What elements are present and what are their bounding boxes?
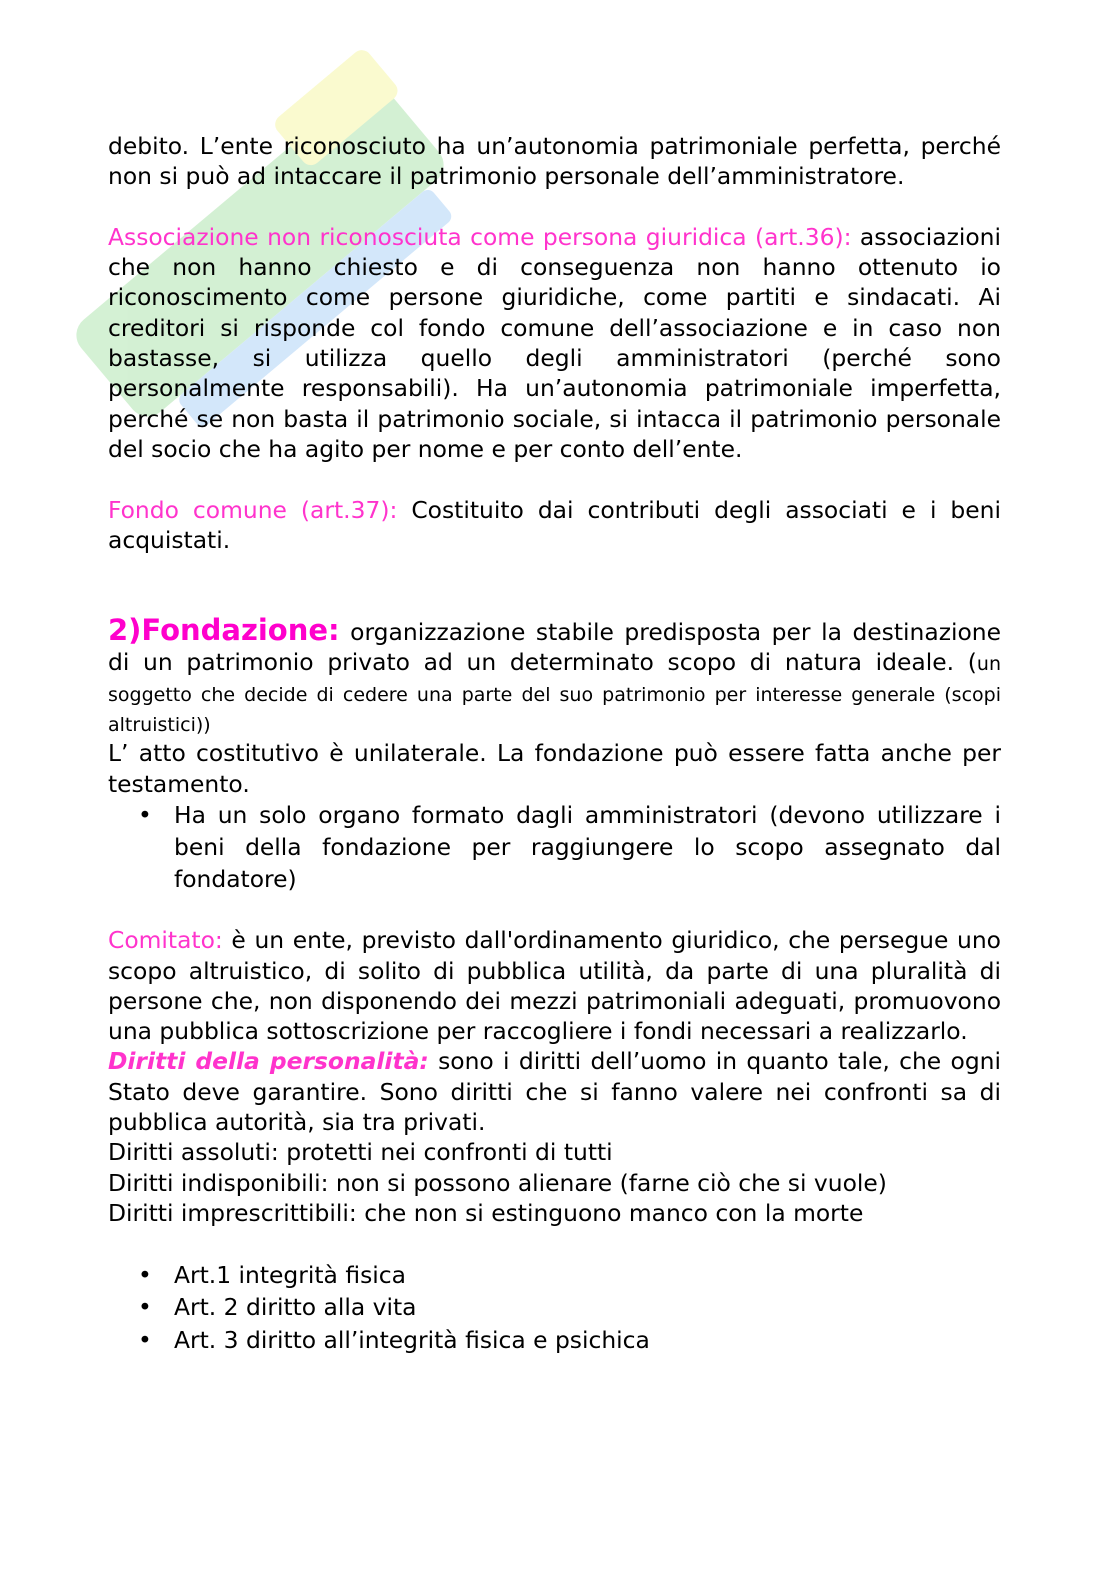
bullet-icon: • [138,1293,152,1321]
bullet-icon: • [138,800,152,829]
list-item: • Ha un solo organo formato dagli amministratori (devono utilizzare i beni della fondazione per raggiungere lo scopo assegnato dal fondatore) [138,800,1001,893]
line-diritti-imprescrittibili: Diritti imprescrittibili: che non si estinguono manco con la morte [108,1198,864,1227]
term-fondo-comune: Fondo comune (art.37): [108,495,398,524]
line-diritti-assoluti: Diritti assoluti: protetti nei confronti di tutti [108,1138,613,1167]
bullet-icon: • [138,1260,152,1289]
paragraph-fondo-comune: Fondo comune (art.37): Costituito dai contributi degli associati e i beni acquistati. [108,495,1001,554]
paragraph-atto-costitutivo: L’ atto costitutivo è unilaterale. La fondazione può essere fatta anche per testamento. [108,739,1001,798]
bullet-icon: • [138,1325,152,1354]
term-associazione-non-riconosciuta: Associazione non riconosciuta come persona giuridica (art.36): [108,222,852,251]
line-diritti-indisponibili: Diritti indisponibili: non si possono alienare (farne ciò che si vuole) [108,1168,887,1197]
list-item: • Art.1 integrità fisica [108,1259,1001,1292]
bullet-list-fondazione [108,799,1001,895]
document-page [108,131,1001,1356]
paragraph-comitato: Comitato: è un ente, previsto dall'ordinamento giuridico, che persegue uno scopo altruistico, di solito di pubblica utilità, da parte di una pluralità di persone che, non disponendo dei mezzi patrimoniali adeguati, promuovono una pubblica sottoscrizione per raccogliere i fondi necessari a realizzarlo. [108,926,1001,1046]
list-item: • Art. 3 diritto all’integrità fisica e psichica [108,1324,1001,1357]
bullet-list-articoli [108,1259,1001,1357]
paragraph-fondazione: 2)Fondazione: organizzazione stabile predisposta per la destinazione di un patrimonio privato ad un determinato scopo di natura ideale. (un soggetto che decide di cedere una parte del suo patrimonio per interesse generale (scopi altruistici)) [108,613,1001,737]
list-item: • Art. 2 diritto alla vita [108,1291,1001,1324]
paragraph-diritti-personalita: Diritti della personalità: sono i diritti dell’uomo in quanto tale, che ogni Stato deve garantire. Sono diritti che si fanno valere nei confronti sa di pubblica autorità, sia tra privati. [108,1047,1001,1137]
paragraph-ente-riconosciuto: debito. L’ente riconosciuto ha un’autonomia patrimoniale perfetta, perché non si può ad intaccare il patrimonio personale dell’amministratore. [108,132,1001,191]
term-comitato: Comitato: [108,926,223,955]
term-diritti-personalita: Diritti della personalità: [108,1047,429,1076]
heading-fondazione: 2)Fondazione: [108,613,340,648]
paragraph-associazione-non-riconosciuta: Associazione non riconosciuta come persona giuridica (art.36): associazioni che non hanno chiesto e di conseguenza non hanno ottenuto io riconoscimento come persone giuridiche, come partiti e sindacati. Ai creditori si risponde col fondo comune dell’associazione e in caso non bastasse, si utilizza quello degli amministratori (perché sono personalmente responsabili). Ha un’autonomia patrimoniale imperfetta, perché se non basta il patrimonio sociale, si intacca il patrimonio personale del socio che ha agito per nome e per conto dell’ente. [108,222,1002,463]
